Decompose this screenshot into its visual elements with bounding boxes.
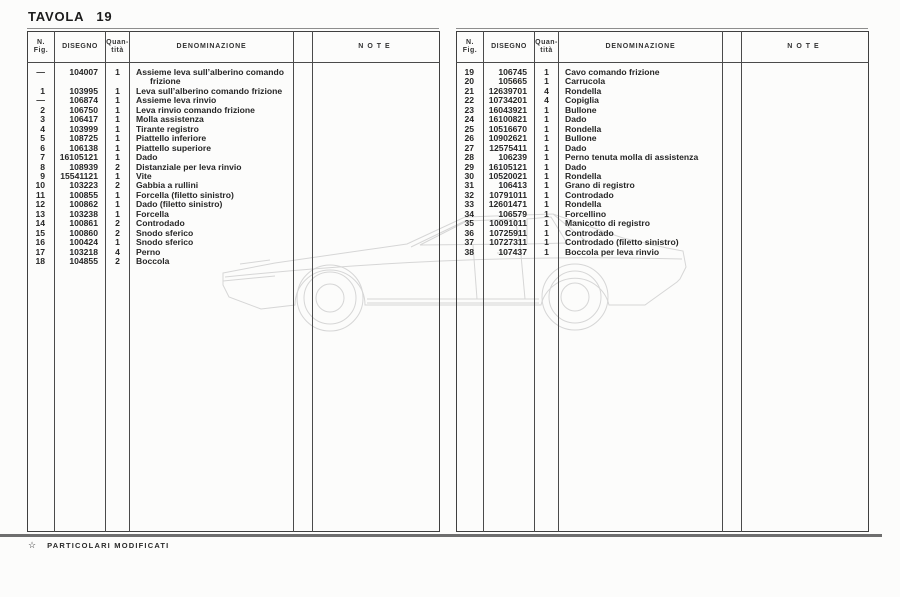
cell-qty: 1: [106, 125, 130, 134]
cell-disegno: 103218: [55, 248, 106, 257]
cell-fig: 36: [464, 227, 474, 238]
cell-denominazione: Controdado: [559, 229, 723, 238]
cell-fig: 27: [464, 142, 474, 153]
cell-note: [742, 191, 869, 200]
cell-spacer: [294, 219, 313, 228]
cell-qty: 1: [106, 200, 130, 209]
cell-fig: 16: [35, 237, 45, 248]
cell-empty: [313, 267, 440, 532]
cell-note: [742, 172, 869, 181]
cell-empty: [559, 257, 723, 531]
cell-note: [742, 229, 869, 238]
cell-disegno: 10902621: [484, 134, 535, 143]
col-header-fig: N. Fig.: [457, 32, 484, 63]
cell-note: [313, 115, 440, 124]
cell-note: [742, 200, 869, 209]
cell-fig: 18: [35, 256, 45, 267]
cell-fig: 14: [35, 218, 45, 229]
cell-denominazione: Copiglia: [559, 96, 723, 105]
cell-spacer: [294, 153, 313, 162]
cell-qty: 1: [535, 229, 559, 238]
cell-disegno: 106745: [484, 63, 535, 78]
cell-denominazione: Rondella: [559, 125, 723, 134]
cell-disegno: 106874: [55, 96, 106, 105]
cell-disegno: 100862: [55, 200, 106, 209]
cell-qty: 2: [106, 181, 130, 190]
cell-fig: —: [36, 67, 45, 77]
cell-note: [742, 144, 869, 153]
cell-spacer: [294, 106, 313, 115]
cell-denominazione: Dado: [559, 163, 723, 172]
cell-empty: [457, 257, 484, 531]
cell-fig: 22: [464, 95, 474, 106]
cell-fig: 20: [464, 76, 474, 87]
parts-tables: [27, 28, 868, 532]
cell-fig: 24: [464, 114, 474, 125]
cell-note: [313, 87, 440, 96]
cell-note: [313, 181, 440, 190]
cell-disegno: 103999: [55, 125, 106, 134]
cell-note: [742, 63, 869, 78]
cell-disegno: 10725911: [484, 229, 535, 238]
cell-qty: 1: [535, 144, 559, 153]
cell-qty: 1: [535, 200, 559, 209]
cell-qty: 1: [535, 77, 559, 86]
cell-qty: 1: [535, 134, 559, 143]
cell-note: [742, 153, 869, 162]
cell-qty: 2: [106, 219, 130, 228]
cell-empty: [106, 267, 130, 532]
cell-note: [742, 210, 869, 219]
cell-disegno: 10791011: [484, 191, 535, 200]
cell-empty: [535, 257, 559, 531]
cell-spacer: [723, 77, 742, 86]
cell-note: [313, 63, 440, 87]
cell-spacer: [723, 96, 742, 105]
cell-denominazione: Assieme leva sull’alberino comando frizione: [130, 63, 294, 87]
cell-fig: 26: [464, 133, 474, 144]
footer-label: PARTICOLARI MODIFICATI: [47, 540, 170, 550]
cell-denominazione: Rondella: [559, 87, 723, 96]
cell-fig: 1: [40, 85, 45, 96]
cell-note: [313, 153, 440, 162]
cell-denominazione: Boccola: [130, 257, 294, 266]
cell-fig: 25: [464, 123, 474, 134]
cell-empty: [28, 267, 55, 532]
cell-disegno: 103223: [55, 181, 106, 190]
cell-denominazione: Controdado (filetto sinistro): [559, 238, 723, 247]
table-filler-row: [28, 267, 440, 532]
cell-disegno: 104007: [55, 63, 106, 87]
cell-qty: 1: [106, 172, 130, 181]
cell-empty: [484, 257, 535, 531]
cell-denominazione: Dado: [559, 144, 723, 153]
cell-fig: 5: [40, 133, 45, 144]
cell-note: [313, 163, 440, 172]
cell-fig: 37: [464, 237, 474, 248]
cell-qty: 1: [535, 181, 559, 190]
cell-denominazione: Bullone: [559, 106, 723, 115]
cell-note: [313, 248, 440, 257]
cell-denominazione: Vite: [130, 172, 294, 181]
cell-qty: 1: [535, 115, 559, 124]
parts-row: [457, 63, 869, 78]
cell-qty: 1: [535, 191, 559, 200]
cell-qty: 1: [106, 153, 130, 162]
cell-spacer: [723, 144, 742, 153]
cell-denominazione: Dado: [130, 153, 294, 162]
cell-spacer: [294, 200, 313, 209]
cell-disegno: 15541121: [55, 172, 106, 181]
cell-spacer: [723, 106, 742, 115]
table-number: 19: [96, 9, 113, 24]
cell-fig: 17: [35, 246, 45, 257]
cell-denominazione: Rondella: [559, 200, 723, 209]
cell-note: [313, 172, 440, 181]
bottom-page-rule: [0, 534, 882, 537]
cell-disegno: 105665: [484, 77, 535, 86]
table-filler-row: [457, 257, 869, 531]
cell-fig: 31: [464, 180, 474, 191]
cell-spacer: [723, 115, 742, 124]
cell-denominazione: Bullone: [559, 134, 723, 143]
cell-spacer: [723, 153, 742, 162]
cell-fig: 8: [40, 161, 45, 172]
cell-denominazione: Perno tenuta molla di assistenza: [559, 153, 723, 162]
cell-denominazione: Dado (filetto sinistro): [130, 200, 294, 209]
cell-disegno: 10727311: [484, 238, 535, 247]
cell-disegno: 16043921: [484, 106, 535, 115]
cell-spacer: [723, 210, 742, 219]
cell-disegno: 106239: [484, 153, 535, 162]
cell-fig: 13: [35, 208, 45, 219]
cell-disegno: 100860: [55, 229, 106, 238]
cell-note: [313, 238, 440, 247]
cell-spacer: [723, 238, 742, 247]
cell-note: [313, 210, 440, 219]
footer-legend: [28, 540, 169, 550]
page-title: [28, 9, 112, 24]
cell-disegno: 10091011: [484, 219, 535, 228]
cell-spacer: [294, 172, 313, 181]
cell-note: [742, 238, 869, 247]
cell-spacer: [723, 200, 742, 209]
cell-empty: [294, 267, 313, 532]
cell-disegno: 108939: [55, 163, 106, 172]
cell-disegno: 100861: [55, 219, 106, 228]
cell-denominazione: Molla assistenza: [130, 115, 294, 124]
cell-spacer: [294, 87, 313, 96]
cell-denominazione: Snodo sferico: [130, 238, 294, 247]
cell-note: [742, 134, 869, 143]
cell-fig: 38: [464, 246, 474, 257]
cell-disegno: 103995: [55, 87, 106, 96]
cell-spacer: [294, 134, 313, 143]
parts-table-right: [456, 28, 868, 532]
cell-denominazione: Perno: [130, 248, 294, 257]
cell-qty: 1: [106, 63, 130, 87]
title-label: TAVOLA: [28, 9, 85, 24]
cell-qty: 1: [535, 106, 559, 115]
cell-qty: 1: [535, 210, 559, 219]
col-header-qty: Quan- tità: [535, 32, 559, 63]
cell-fig: 7: [40, 152, 45, 163]
cell-spacer: [294, 115, 313, 124]
cell-disegno: 16100821: [484, 115, 535, 124]
cell-denominazione: Piattello inferiore: [130, 134, 294, 143]
cell-denominazione: Distanziale per leva rinvio: [130, 163, 294, 172]
cell-fig: 29: [464, 161, 474, 172]
cell-fig: 9: [40, 170, 45, 181]
cell-denominazione: Forcella: [130, 210, 294, 219]
cell-disegno: 100855: [55, 191, 106, 200]
cell-qty: 1: [535, 63, 559, 78]
cell-disegno: 10520021: [484, 172, 535, 181]
cell-spacer: [294, 163, 313, 172]
cell-spacer: [723, 181, 742, 190]
cell-note: [742, 125, 869, 134]
cell-note: [313, 200, 440, 209]
cell-spacer: [723, 229, 742, 238]
cell-spacer: [723, 134, 742, 143]
cell-disegno: 10516670: [484, 125, 535, 134]
parts-row: [28, 257, 440, 266]
cell-note: [742, 219, 869, 228]
cell-note: [742, 248, 869, 257]
cell-qty: 1: [106, 210, 130, 219]
cell-disegno: 12601471: [484, 200, 535, 209]
col-header-disegno: DISEGNO: [55, 32, 106, 63]
cell-denominazione: Leva rinvio comando frizione: [130, 106, 294, 115]
cell-qty: 2: [106, 257, 130, 266]
star-icon: ☆: [28, 540, 37, 550]
cell-denominazione: Controdado: [130, 219, 294, 228]
cell-empty: [130, 267, 294, 532]
cell-spacer: [294, 144, 313, 153]
cell-fig: 2: [40, 104, 45, 115]
cell-denominazione: Snodo sferico: [130, 229, 294, 238]
cell-denominazione: Manicotto di registro: [559, 219, 723, 228]
parts-row: [28, 63, 440, 87]
col-header-disegno: DISEGNO: [484, 32, 535, 63]
cell-qty: 1: [106, 238, 130, 247]
cell-qty: 4: [535, 87, 559, 96]
cell-fig: 34: [464, 208, 474, 219]
cell-empty: [55, 267, 106, 532]
cell-spacer: [294, 96, 313, 105]
cell-qty: 2: [106, 229, 130, 238]
cell-denominazione: Carrucola: [559, 77, 723, 86]
cell-qty: 1: [535, 172, 559, 181]
cell-spacer: [723, 191, 742, 200]
cell-disegno: 107437: [484, 248, 535, 257]
cell-note: [742, 77, 869, 86]
cell-note: [742, 106, 869, 115]
cell-disegno: 108725: [55, 134, 106, 143]
cell-spacer: [723, 248, 742, 257]
cell-denominazione: Dado: [559, 115, 723, 124]
cell-empty: [742, 257, 869, 531]
cell-fig: 19: [464, 67, 474, 77]
cell-denominazione: Cavo comando frizione: [559, 63, 723, 78]
col-header-qty: Quan- tità: [106, 32, 130, 63]
cell-disegno: 12575411: [484, 144, 535, 153]
col-header-note: NOTE: [742, 32, 869, 63]
cell-spacer: [294, 181, 313, 190]
cell-denominazione: Boccola per leva rinvio: [559, 248, 723, 257]
parts-row: [457, 248, 869, 257]
cell-qty: 2: [106, 163, 130, 172]
cell-denominazione: Leva sull’alberino comando frizione: [130, 87, 294, 96]
parts-table-left: [27, 28, 439, 532]
cell-fig: 12: [35, 199, 45, 210]
cell-qty: 1: [106, 106, 130, 115]
cell-qty: 1: [106, 87, 130, 96]
parts-table: [27, 31, 440, 532]
cell-qty: 1: [535, 248, 559, 257]
cell-denominazione: Piattello superiore: [130, 144, 294, 153]
cell-disegno: 100424: [55, 238, 106, 247]
cell-note: [313, 125, 440, 134]
cell-spacer: [294, 210, 313, 219]
cell-denominazione: Controdado: [559, 191, 723, 200]
cell-qty: 1: [106, 134, 130, 143]
cell-note: [313, 106, 440, 115]
col-header-fig: N. Fig.: [28, 32, 55, 63]
cell-disegno: 104855: [55, 257, 106, 266]
cell-spacer: [723, 63, 742, 78]
cell-spacer: [723, 125, 742, 134]
cell-fig: 3: [40, 114, 45, 125]
cell-spacer: [723, 87, 742, 96]
cell-spacer: [723, 163, 742, 172]
cell-fig: 15: [35, 227, 45, 238]
cell-note: [313, 229, 440, 238]
cell-fig: 21: [464, 85, 474, 96]
cell-qty: 1: [106, 115, 130, 124]
cell-qty: 4: [535, 96, 559, 105]
cell-fig: 4: [40, 123, 45, 134]
cell-spacer: [723, 219, 742, 228]
cell-fig: 30: [464, 170, 474, 181]
cell-qty: 1: [535, 238, 559, 247]
cell-disegno: 106750: [55, 106, 106, 115]
cell-spacer: [294, 238, 313, 247]
col-header-spacer: [294, 32, 313, 63]
cell-note: [313, 219, 440, 228]
cell-spacer: [294, 63, 313, 87]
cell-note: [742, 115, 869, 124]
cell-denominazione: Gabbia a rullini: [130, 181, 294, 190]
cell-disegno: 106413: [484, 181, 535, 190]
cell-qty: 1: [106, 96, 130, 105]
cell-note: [313, 257, 440, 266]
cell-spacer: [294, 191, 313, 200]
cell-qty: 4: [106, 248, 130, 257]
cell-fig: 33: [464, 199, 474, 210]
cell-denominazione: Tirante registro: [130, 125, 294, 134]
cell-note: [313, 134, 440, 143]
cell-empty: [723, 257, 742, 531]
cell-denominazione: Forcella (filetto sinistro): [130, 191, 294, 200]
cell-spacer: [294, 257, 313, 266]
cell-qty: 1: [535, 219, 559, 228]
cell-fig: 6: [40, 142, 45, 153]
cell-qty: 1: [535, 153, 559, 162]
parts-table: [456, 31, 869, 532]
cell-denominazione: Assieme leva rinvio: [130, 96, 294, 105]
cell-fig: 32: [464, 189, 474, 200]
cell-fig: —: [36, 95, 45, 106]
cell-fig: 23: [464, 104, 474, 115]
cell-spacer: [723, 172, 742, 181]
cell-note: [313, 144, 440, 153]
cell-denominazione: Grano di registro: [559, 181, 723, 190]
col-header-denominazione: DENOMINAZIONE: [130, 32, 294, 63]
cell-note: [742, 163, 869, 172]
cell-note: [742, 87, 869, 96]
cell-disegno: 106138: [55, 144, 106, 153]
cell-disegno: 106417: [55, 115, 106, 124]
cell-spacer: [294, 229, 313, 238]
cell-qty: 1: [535, 125, 559, 134]
cell-note: [742, 96, 869, 105]
cell-note: [313, 96, 440, 105]
header-row: [457, 32, 869, 63]
cell-fig: 35: [464, 218, 474, 229]
cell-spacer: [294, 248, 313, 257]
cell-note: [313, 191, 440, 200]
col-header-spacer: [723, 32, 742, 63]
col-header-note: NOTE: [313, 32, 440, 63]
cell-disegno: 12639701: [484, 87, 535, 96]
cell-denominazione: Forcellino: [559, 210, 723, 219]
cell-fig: 10: [35, 180, 45, 191]
cell-fig: 11: [35, 189, 45, 200]
cell-disegno: 16105121: [55, 153, 106, 162]
cell-disegno: 103238: [55, 210, 106, 219]
cell-qty: 1: [106, 191, 130, 200]
header-row: [28, 32, 440, 63]
cell-disegno: 16105121: [484, 163, 535, 172]
cell-note: [742, 181, 869, 190]
cell-qty: 1: [106, 144, 130, 153]
col-header-denominazione: DENOMINAZIONE: [559, 32, 723, 63]
cell-fig: 28: [464, 152, 474, 163]
cell-spacer: [294, 125, 313, 134]
cell-disegno: 10734201: [484, 96, 535, 105]
cell-qty: 1: [535, 163, 559, 172]
cell-denominazione: Rondella: [559, 172, 723, 181]
cell-disegno: 106579: [484, 210, 535, 219]
